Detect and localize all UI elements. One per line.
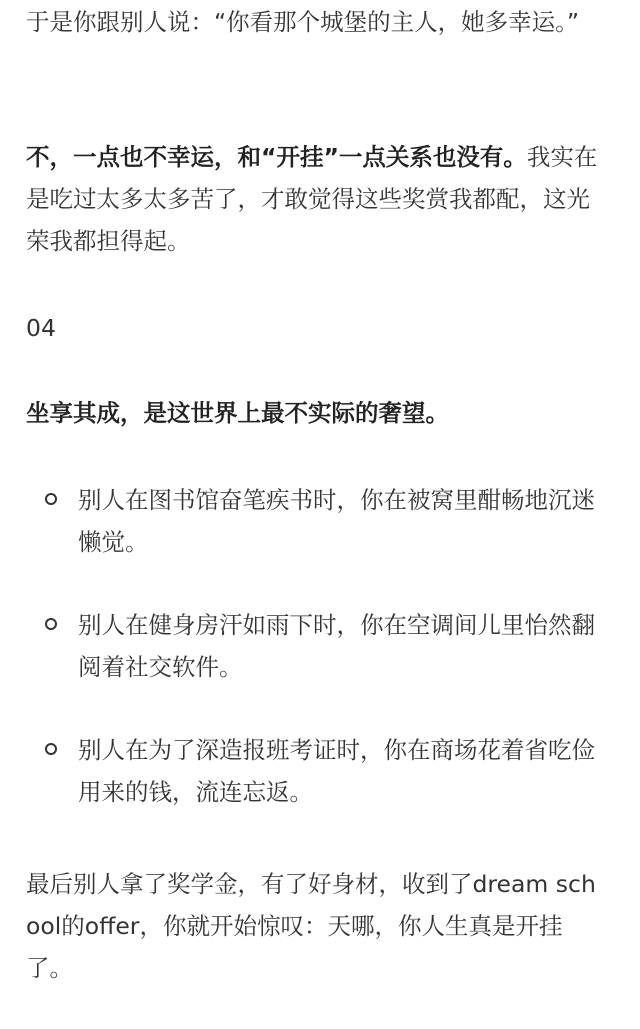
paragraph-no-free-lunch: 坐享其成，是这世界上最不实际的奢望。 (26, 399, 449, 427)
section-number: 04 (26, 314, 56, 342)
paragraph-castle-owner: 于是你跟别人说：“你看那个城堡的主人，她多幸运。” (26, 8, 580, 36)
list-item-text: 别人在图书馆奋笔疾书时，你在被窝里酣畅地沉迷懒觉。 (78, 486, 595, 556)
hollow-circle-bullet-icon (45, 743, 57, 755)
list-item-text: 别人在健身房汗如雨下时，你在空调间儿里怡然翻阅着社交软件。 (78, 611, 595, 681)
list-item-text: 别人在为了深造报班考证时，你在商场花着省吃俭用来的钱，流连忘返。 (78, 736, 595, 806)
paragraph-not-lucky (26, 136, 606, 262)
hollow-circle-bullet-icon (45, 493, 57, 505)
list-item (26, 604, 618, 688)
list-item (26, 729, 618, 813)
list-item (26, 479, 618, 563)
paragraph-not-lucky-rest: 我实在是吃过太多太多苦了，才敢觉得这些奖赏我都配，这光荣我都担得起。 (26, 143, 598, 255)
paragraph-not-lucky-bold: 不，一点也不幸运，和“开挂”一点关系也没有。 (26, 143, 527, 171)
hollow-circle-bullet-icon (45, 618, 57, 630)
paragraph-conclusion: 最后别人拿了奖学金，有了好身材，收到了dream school的offer，你就开始惊叹：天哪，你人生真是开挂了。 (26, 870, 596, 982)
